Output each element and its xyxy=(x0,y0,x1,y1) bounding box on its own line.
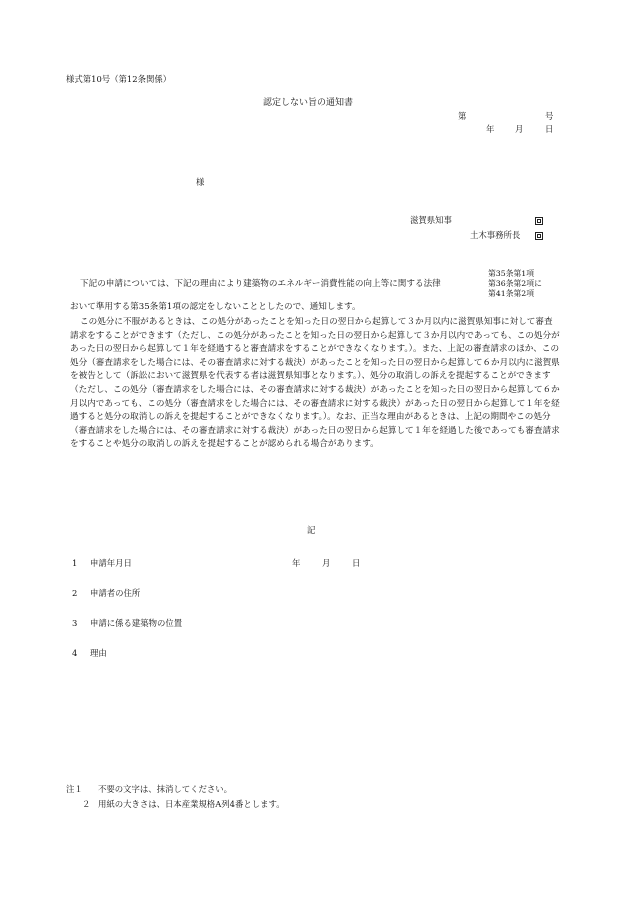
office-seal xyxy=(535,230,546,240)
item-date-day: 日 xyxy=(352,558,361,568)
issuer-office-head: 土木事務所長 xyxy=(470,230,521,240)
body-line-1: 下記の申請については、下記の理由により建築物のエネルギー消費性能の向上等に関する法律 xyxy=(80,279,441,289)
date-year: 年 xyxy=(486,124,495,134)
governor-seal xyxy=(535,215,546,225)
appeal-notice-paragraph: この処分に不服があるときは、この処分があったことを知った日の翌日から起算して３か月以内に滋賀県知事に対して審査請求をすることができます（ただし、この処分があったことを知った日の翌日から起算して３か月以内であっても、この処分があった日の翌日から起算して１年を経過すると審査請求をすることができなくなります。）。また、上記の審査請求のほか、この処分（審査請求をした場合には、その審査請求に対する裁決）があったことを知った日の翌日から起算して６か月以内に滋賀県を被告として（訴訟において滋賀県を代表する者は滋賀県知事となります。）、処分の取消しの訴えを提起することができます（ただし、この処分（審査請求をした場合には、その審査請求に対する裁決）があったことを知った日の翌日から起算して６か月以内であっても、この処分（審査請求をした場合には、その審査請求に対する裁決）があった日の翌日から起算して１年を経過すると処分の取消しの訴えを提起することができなくなります。）。なお、正当な理由があるときは、上記の期間やこの処分（審査請求をした場合には、その審査請求に対する裁決）があった日の翌日から起算して１年を経過した後であっても審査請求をすることや処分の取消しの訴えを提起することが認められる場合があります。 xyxy=(70,317,560,450)
number-suffix: 号 xyxy=(545,111,554,121)
addressee-suffix: 様 xyxy=(196,177,205,187)
seal-icon xyxy=(535,232,543,240)
issuer-governor: 滋賀県知事 xyxy=(410,215,452,225)
item-number: 2 xyxy=(72,588,78,598)
note-text: 不要の文字は、抹消してください。 xyxy=(98,784,232,794)
note-prefix: ２ xyxy=(82,799,91,809)
ki-heading: 記 xyxy=(307,525,316,535)
date-month: 月 xyxy=(515,124,524,134)
body-line-2: おいて準用する第35条第1項の認定をしないこととしたので、通知します。 xyxy=(70,302,361,312)
item-label: 申請年月日 xyxy=(90,558,132,568)
number-prefix: 第 xyxy=(458,111,467,121)
item-date-year: 年 xyxy=(292,558,301,568)
law-ref-1: 第35条第1項 xyxy=(488,269,535,278)
note-prefix: 注１ xyxy=(66,784,83,794)
document-title: 認定しない旨の通知書 xyxy=(263,98,354,108)
date-day: 日 xyxy=(545,124,554,134)
item-label: 理由 xyxy=(90,648,107,658)
note-text: 用紙の大きさは、日本産業規格A列4番とします。 xyxy=(98,799,285,809)
item-label: 申請者の住所 xyxy=(90,588,141,598)
item-number: 4 xyxy=(72,648,78,658)
item-number: 3 xyxy=(72,618,78,628)
law-ref-2: 第36条第2項に xyxy=(488,279,542,288)
law-ref-3: 第41条第2項 xyxy=(488,289,535,298)
item-label: 申請に係る建築物の位置 xyxy=(90,618,183,628)
item-number: 1 xyxy=(72,558,78,568)
form-id: 様式第10号（第12条関係） xyxy=(66,74,172,84)
item-date-month: 月 xyxy=(322,558,331,568)
seal-icon xyxy=(535,217,543,225)
